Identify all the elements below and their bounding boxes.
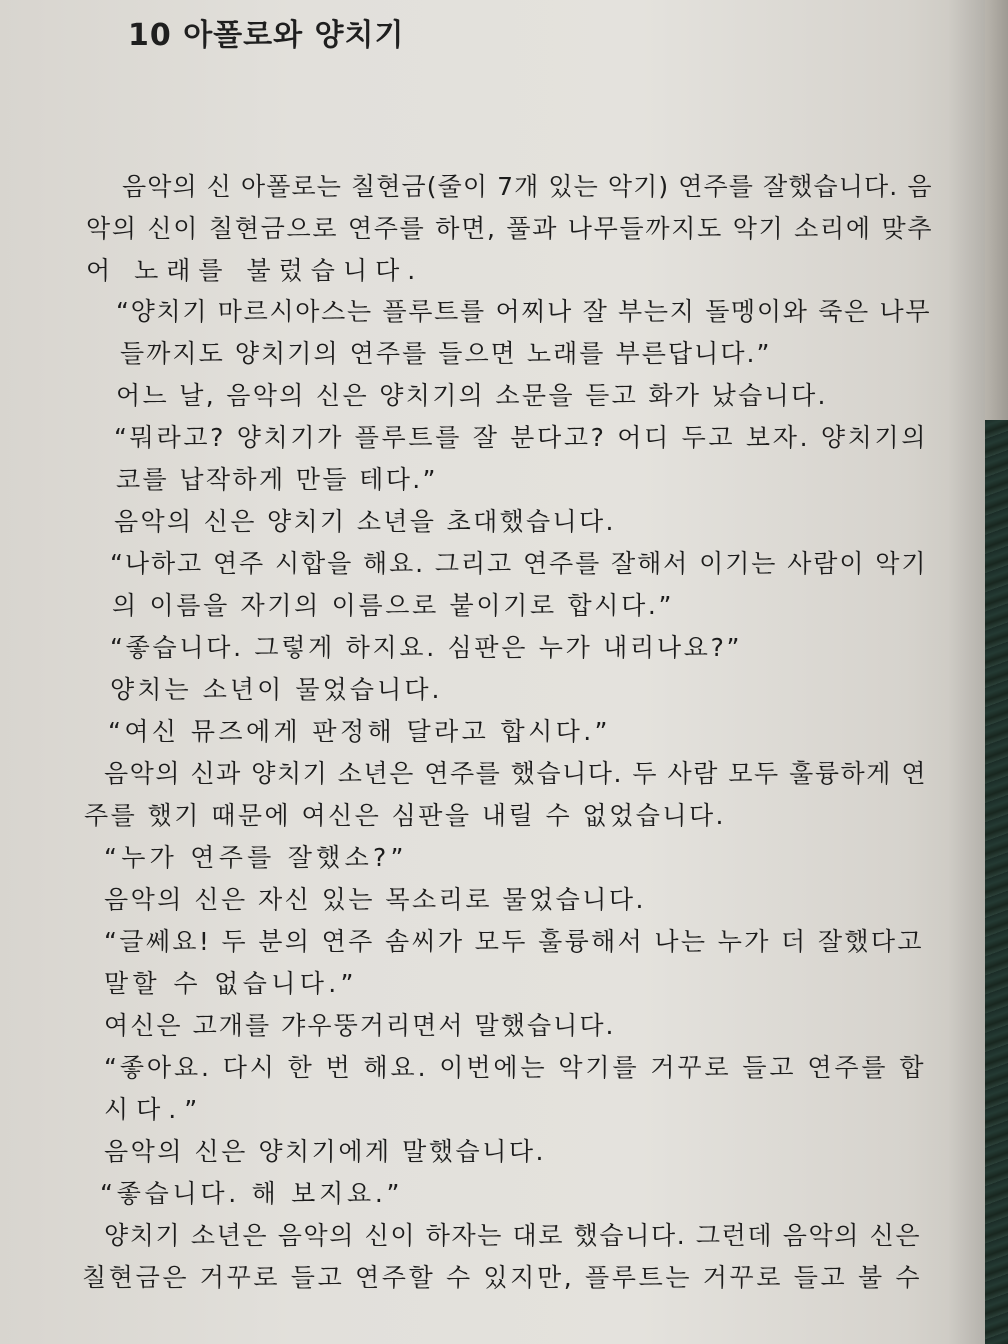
- text-line: 음악의 신은 양치기에게 말했습니다.: [104, 1137, 547, 1166]
- text-line: 어 노래를 불렀습니다.: [86, 256, 424, 285]
- text-line: 말할 수 없습니다.”: [104, 969, 358, 998]
- text-line: 시다.”: [104, 1095, 206, 1124]
- chapter-title: 10 아폴로와 양치기: [128, 18, 405, 53]
- text-line: “좋습니다. 해 보지요.”: [100, 1179, 404, 1208]
- text-line: 음악의 신은 자신 있는 목소리로 물었습니다.: [104, 885, 646, 914]
- page-curl-shadow: [948, 0, 985, 1344]
- text-line: 여신은 고개를 갸우뚱거리면서 말했습니다.: [104, 1011, 616, 1040]
- text-line: 악의 신이 칠현금으로 연주를 하면, 풀과 나무들까지도 악기 소리에 맞추: [86, 214, 934, 243]
- text-line: 주를 했기 때문에 여신은 심판을 내릴 수 없었습니다.: [84, 801, 726, 830]
- text-line: 들까지도 양치기의 연주를 들으면 노래를 부른답니다.”: [120, 339, 772, 368]
- text-line: 칠현금은 거꾸로 들고 연주할 수 있지만, 플루트는 거꾸로 들고 불 수: [82, 1263, 923, 1292]
- text-line: “양치기 마르시아스는 플루트를 어찌나 잘 부는지 돌멩이와 죽은 나무: [116, 297, 932, 326]
- bookmark-ribbon: [985, 420, 1008, 1344]
- text-line: 음악의 신 아폴로는 칠현금(줄이 7개 있는 악기) 연주를 잘했습니다. 음: [122, 172, 933, 201]
- text-line: 양치는 소년이 물었습니다.: [110, 675, 443, 704]
- text-line: 양치기 소년은 음악의 신이 하자는 대로 했습니다. 그런데 음악의 신은: [104, 1221, 922, 1250]
- text-line: 의 이름을 자기의 이름으로 붙이기로 합시다.”: [112, 591, 675, 620]
- text-line: “뭐라고? 양치기가 플루트를 잘 분다고? 어디 두고 보자. 양치기의: [114, 423, 929, 452]
- text-line: 음악의 신은 양치기 소년을 초대했습니다.: [114, 507, 616, 536]
- text-line: 어느 날, 음악의 신은 양치기의 소문을 듣고 화가 났습니다.: [116, 381, 828, 410]
- text-line: “나하고 연주 시합을 해요. 그리고 연주를 잘해서 이기는 사람이 악기: [110, 549, 928, 578]
- text-line: 코를 납작하게 만들 테다.”: [116, 465, 438, 494]
- text-line: “좋습니다. 그렇게 하지요. 심판은 누가 내리나요?”: [110, 633, 743, 662]
- text-line: 음악의 신과 양치기 소년은 연주를 했습니다. 두 사람 모두 훌륭하게 연: [104, 759, 928, 788]
- text-line: “글쎄요! 두 분의 연주 솜씨가 모두 훌륭해서 나는 누가 더 잘했다고: [104, 927, 924, 956]
- text-line: “여신 뮤즈에게 판정해 달라고 합시다.”: [108, 717, 611, 746]
- text-line: “좋아요. 다시 한 번 해요. 이번에는 악기를 거꾸로 들고 연주를 합: [104, 1053, 927, 1082]
- page-edge: [985, 0, 1008, 420]
- text-line: “누가 연주를 잘했소?”: [104, 843, 408, 872]
